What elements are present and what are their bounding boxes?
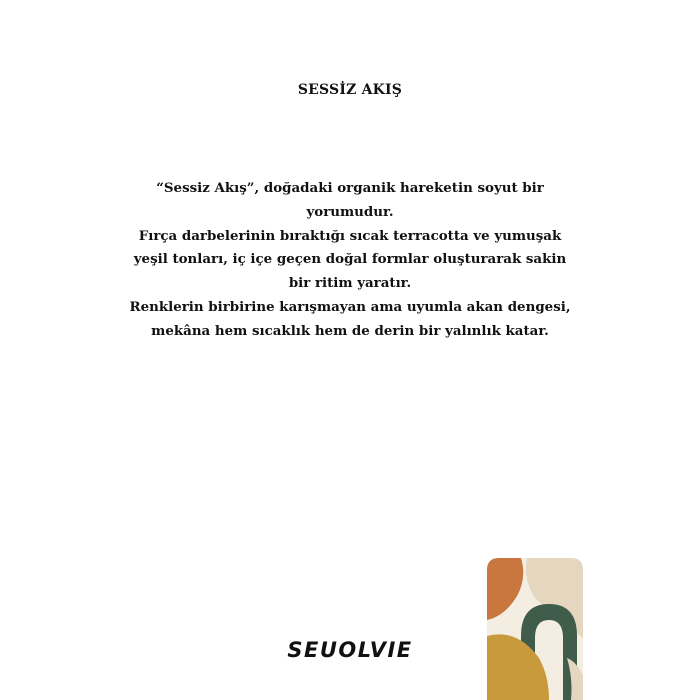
description-line: mekâna hem sıcaklık hem de derin bir yalınlık katar. [151,322,549,339]
description-line: Renklerin birbirine karışmayan ama uyumla akan dengesi, [129,298,571,315]
document-title: SESSİZ AKIŞ [297,82,403,98]
artwork-thumbnail [487,558,583,700]
description-line: yorumudur. [306,203,394,220]
description-line: Fırça darbelerinin bıraktığı sıcak terracotta ve yumuşak [138,227,562,244]
description-line: yeşil tonları, iç içe geçen doğal formlar oluşturarak sakin [133,251,567,268]
description-line: “Sessiz Akış”, doğadaki organik hareketin soyut bir [156,180,544,196]
brand-logo: SEUOLVIE [287,638,413,662]
description-text [100,177,600,344]
description-line: bir ritim yaratır. [288,275,412,292]
